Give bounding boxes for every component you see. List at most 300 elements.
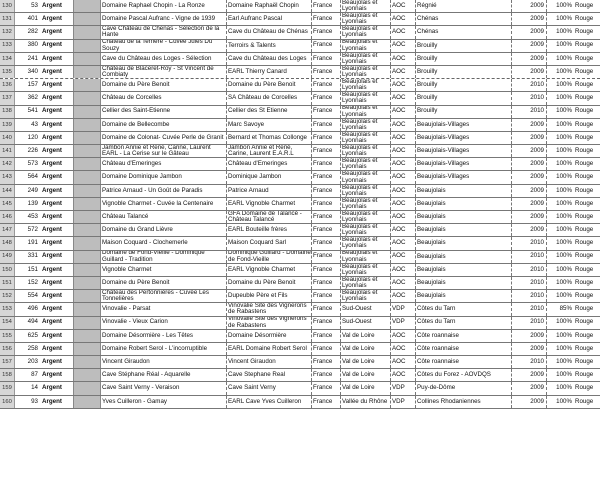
row-number[interactable]: 160 [0, 396, 15, 408]
denomination-cell[interactable]: Brouilly [416, 40, 512, 52]
country-cell[interactable]: France [312, 132, 341, 144]
percentage-cell[interactable]: 100% [556, 384, 572, 392]
denomination-cell[interactable]: Côtes du Forez - AOVDQS [416, 369, 512, 381]
vintage-cell[interactable]: 2009 [512, 145, 547, 157]
shaded-cell[interactable] [74, 0, 101, 12]
row-number[interactable]: 146 [0, 211, 15, 223]
region-cell[interactable]: Beaujolais et Lyonnais [341, 171, 391, 183]
denomination-cell[interactable]: Beaujolais [416, 237, 512, 249]
country-cell[interactable]: France [312, 171, 341, 183]
percentage-cell[interactable]: 85% [559, 305, 572, 313]
color-cell[interactable]: Rouge [575, 173, 594, 181]
appellation-type-cell[interactable]: VDP [391, 382, 416, 394]
country-cell[interactable]: France [312, 277, 341, 289]
medal-cell[interactable]: Argent [40, 224, 74, 236]
vintage-cell[interactable]: 2009 [512, 119, 547, 131]
region-cell[interactable]: Beaujolais et Lyonnais [341, 224, 391, 236]
vintage-cell[interactable]: 2009 [512, 396, 547, 408]
domaine-cell[interactable]: Domaine de Colonat- Cuvée Perle de Granit [101, 132, 227, 144]
appellation-type-cell[interactable]: AOC [391, 26, 416, 38]
entry-number-cell[interactable]: 625 [27, 331, 38, 339]
medal-cell[interactable]: Argent [40, 343, 74, 355]
denomination-cell[interactable]: Brouilly [416, 79, 512, 91]
country-cell[interactable]: France [312, 26, 341, 38]
denomination-cell[interactable]: Beaujolais [416, 251, 512, 263]
appellation-type-cell[interactable]: AOC [391, 185, 416, 197]
domaine-cell[interactable]: Vincent Giraudon [101, 356, 227, 368]
entry-number-cell[interactable]: 554 [27, 292, 38, 300]
vintage-cell[interactable]: 2009 [512, 185, 547, 197]
row-number[interactable]: 141 [0, 145, 15, 157]
row-number[interactable]: 135 [0, 66, 15, 78]
denomination-cell[interactable]: Brouilly [416, 66, 512, 78]
producer-cell[interactable]: Patrice Arnaud [227, 185, 312, 197]
medal-cell[interactable]: Argent [40, 13, 74, 25]
row-number[interactable]: 137 [0, 92, 15, 104]
producer-cell[interactable]: Vincent Giraudon [227, 356, 312, 368]
vintage-cell[interactable]: 2009 [512, 0, 547, 12]
row-number[interactable]: 148 [0, 237, 15, 249]
entry-number-cell[interactable]: 151 [27, 265, 38, 273]
producer-cell[interactable]: Domaine Raphaël Chopin [227, 0, 312, 12]
shaded-cell[interactable] [74, 92, 101, 104]
appellation-type-cell[interactable]: AOC [391, 106, 416, 118]
region-cell[interactable]: Val de Loire [341, 382, 391, 394]
vintage-cell[interactable]: 2009 [512, 66, 547, 78]
shaded-cell[interactable] [74, 382, 101, 394]
shaded-cell[interactable] [74, 396, 101, 408]
row-number[interactable]: 142 [0, 158, 15, 170]
denomination-cell[interactable]: Beaujolais-Villages [416, 132, 512, 144]
medal-cell[interactable]: Argent [40, 369, 74, 381]
denomination-cell[interactable]: Beaujolais [416, 185, 512, 197]
color-cell[interactable]: Rouge [575, 212, 594, 220]
vintage-cell[interactable]: 2009 [512, 171, 547, 183]
denomination-cell[interactable]: Côte roannaise [416, 343, 512, 355]
color-cell[interactable]: Rouge [575, 67, 594, 75]
row-number[interactable]: 155 [0, 330, 15, 342]
shaded-cell[interactable] [74, 330, 101, 342]
entry-number-cell[interactable]: 14 [31, 384, 38, 392]
color-cell[interactable]: Rouge [575, 160, 594, 168]
vintage-cell[interactable]: 2010 [512, 317, 547, 329]
domaine-cell[interactable]: Patrice Arnaud - Un Goût de Paradis [101, 185, 227, 197]
region-cell[interactable]: Beaujolais et Lyonnais [341, 0, 391, 12]
region-cell[interactable]: Val de Loire [341, 330, 391, 342]
country-cell[interactable]: France [312, 13, 341, 25]
entry-number-cell[interactable]: 191 [27, 239, 38, 247]
percentage-cell[interactable]: 100% [556, 107, 572, 115]
entry-number-cell[interactable]: 241 [27, 54, 38, 62]
color-cell[interactable]: Rouge [575, 344, 594, 352]
color-cell[interactable]: Rouge [575, 146, 594, 154]
region-cell[interactable]: Beaujolais et Lyonnais [341, 290, 391, 302]
medal-cell[interactable]: Argent [40, 132, 74, 144]
entry-number-cell[interactable]: 226 [27, 146, 38, 154]
denomination-cell[interactable]: Beaujolais-Villages [416, 119, 512, 131]
shaded-cell[interactable] [74, 211, 101, 223]
appellation-type-cell[interactable]: AOC [391, 0, 416, 12]
medal-cell[interactable]: Argent [40, 198, 74, 210]
row-number[interactable]: 158 [0, 369, 15, 381]
appellation-type-cell[interactable]: AOC [391, 171, 416, 183]
row-number[interactable]: 149 [0, 251, 15, 263]
country-cell[interactable]: France [312, 198, 341, 210]
region-cell[interactable]: Val de Loire [341, 369, 391, 381]
percentage-cell[interactable]: 100% [556, 278, 572, 286]
domaine-cell[interactable]: Domaine Raphael Chopin - La Ronze [101, 0, 227, 12]
producer-cell[interactable]: Jambon Annie et René, Carine, Laurent E.A.R.L [227, 145, 312, 157]
producer-cell[interactable]: EARL Domaine Robert Serol [227, 343, 312, 355]
region-cell[interactable]: Beaujolais et Lyonnais [341, 92, 391, 104]
row-number[interactable]: 150 [0, 264, 15, 276]
percentage-cell[interactable]: 100% [556, 226, 572, 234]
row-number[interactable]: 145 [0, 198, 15, 210]
vintage-cell[interactable]: 2010 [512, 290, 547, 302]
country-cell[interactable]: France [312, 40, 341, 52]
percentage-cell[interactable]: 100% [556, 292, 572, 300]
appellation-type-cell[interactable]: AOC [391, 224, 416, 236]
region-cell[interactable]: Beaujolais et Lyonnais [341, 26, 391, 38]
vintage-cell[interactable]: 2009 [512, 132, 547, 144]
producer-cell[interactable]: Maison Coquard Sarl [227, 237, 312, 249]
region-cell[interactable]: Beaujolais et Lyonnais [341, 66, 391, 78]
vintage-cell[interactable]: 2010 [512, 264, 547, 276]
percentage-cell[interactable]: 100% [556, 371, 572, 379]
vintage-cell[interactable]: 2010 [512, 356, 547, 368]
country-cell[interactable]: France [312, 237, 341, 249]
color-cell[interactable]: Rouge [575, 292, 594, 300]
domaine-cell[interactable]: Vinovalie - Parsat [101, 303, 227, 315]
domaine-cell[interactable]: Cave du Château des Loges - Sélection [101, 53, 227, 65]
producer-cell[interactable]: Vinovalie Site des Vignerons de Rabastens [227, 317, 312, 329]
percentage-cell[interactable]: 100% [556, 397, 572, 405]
row-number[interactable]: 156 [0, 343, 15, 355]
country-cell[interactable]: France [312, 264, 341, 276]
row-number[interactable]: 152 [0, 290, 15, 302]
vintage-cell[interactable]: 2009 [512, 40, 547, 52]
color-cell[interactable]: Rouge [575, 94, 594, 102]
percentage-cell[interactable]: 100% [556, 15, 572, 23]
shaded-cell[interactable] [74, 290, 101, 302]
shaded-cell[interactable] [74, 185, 101, 197]
domaine-cell[interactable]: Vinovalie - Vieux Carion [101, 317, 227, 329]
denomination-cell[interactable]: Chénas [416, 13, 512, 25]
denomination-cell[interactable]: Régnié [416, 0, 512, 12]
appellation-type-cell[interactable]: AOC [391, 369, 416, 381]
country-cell[interactable]: France [312, 66, 341, 78]
medal-cell[interactable]: Argent [40, 92, 74, 104]
percentage-cell[interactable]: 100% [556, 186, 572, 194]
percentage-cell[interactable]: 100% [556, 357, 572, 365]
entry-number-cell[interactable]: 53 [31, 1, 38, 9]
country-cell[interactable]: France [312, 185, 341, 197]
medal-cell[interactable]: Argent [40, 237, 74, 249]
producer-cell[interactable]: Dupeuble Père et Fils [227, 290, 312, 302]
region-cell[interactable]: Beaujolais et Lyonnais [341, 119, 391, 131]
entry-number-cell[interactable]: 564 [27, 173, 38, 181]
row-number[interactable]: 133 [0, 40, 15, 52]
shaded-cell[interactable] [74, 26, 101, 38]
appellation-type-cell[interactable]: AOC [391, 343, 416, 355]
appellation-type-cell[interactable]: AOC [391, 158, 416, 170]
shaded-cell[interactable] [74, 343, 101, 355]
country-cell[interactable]: France [312, 343, 341, 355]
entry-number-cell[interactable]: 573 [27, 160, 38, 168]
percentage-cell[interactable]: 100% [556, 133, 572, 141]
denomination-cell[interactable]: Chénas [416, 26, 512, 38]
row-number[interactable]: 130 [0, 0, 15, 12]
appellation-type-cell[interactable]: AOC [391, 145, 416, 157]
entry-number-cell[interactable]: 87 [31, 371, 38, 379]
percentage-cell[interactable]: 100% [556, 212, 572, 220]
producer-cell[interactable]: Cave Stephane Real [227, 369, 312, 381]
color-cell[interactable]: Rouge [575, 107, 594, 115]
medal-cell[interactable]: Argent [40, 158, 74, 170]
shaded-cell[interactable] [74, 171, 101, 183]
domaine-cell[interactable]: Château Talancé [101, 211, 227, 223]
domaine-cell[interactable]: Domaine du Père Benoit [101, 79, 227, 91]
color-cell[interactable]: Rouge [575, 252, 594, 260]
entry-number-cell[interactable]: 249 [27, 186, 38, 194]
denomination-cell[interactable]: Brouilly [416, 92, 512, 104]
region-cell[interactable]: Beaujolais et Lyonnais [341, 185, 391, 197]
color-cell[interactable]: Rouge [575, 278, 594, 286]
shaded-cell[interactable] [74, 251, 101, 263]
denomination-cell[interactable]: Puy-de-Dôme [416, 382, 512, 394]
country-cell[interactable]: France [312, 303, 341, 315]
country-cell[interactable]: France [312, 382, 341, 394]
row-number[interactable]: 138 [0, 106, 15, 118]
row-number[interactable]: 134 [0, 53, 15, 65]
row-number[interactable]: 139 [0, 119, 15, 131]
region-cell[interactable]: Beaujolais et Lyonnais [341, 40, 391, 52]
percentage-cell[interactable]: 100% [556, 81, 572, 89]
domaine-cell[interactable]: Jambon Annie et Rene, Carine, Laurent EARL - La Cerise sur le Gâteau [101, 145, 227, 157]
shaded-cell[interactable] [74, 369, 101, 381]
entry-number-cell[interactable]: 120 [27, 133, 38, 141]
percentage-cell[interactable]: 100% [556, 239, 572, 247]
medal-cell[interactable]: Argent [40, 26, 74, 38]
appellation-type-cell[interactable]: AOC [391, 132, 416, 144]
producer-cell[interactable]: Domaine du Père Benoit [227, 277, 312, 289]
percentage-cell[interactable]: 100% [556, 120, 572, 128]
row-number[interactable]: 147 [0, 224, 15, 236]
color-cell[interactable]: Rouge [575, 41, 594, 49]
medal-cell[interactable]: Argent [40, 382, 74, 394]
entry-number-cell[interactable]: 572 [27, 226, 38, 234]
vintage-cell[interactable]: 2009 [512, 211, 547, 223]
color-cell[interactable]: Rouge [575, 120, 594, 128]
row-number[interactable]: 159 [0, 382, 15, 394]
country-cell[interactable]: France [312, 53, 341, 65]
medal-cell[interactable]: Argent [40, 119, 74, 131]
denomination-cell[interactable]: Beaujolais [416, 224, 512, 236]
region-cell[interactable]: Vallée du Rhône [341, 396, 391, 408]
row-number[interactable]: 131 [0, 13, 15, 25]
vintage-cell[interactable]: 2010 [512, 92, 547, 104]
shaded-cell[interactable] [74, 237, 101, 249]
country-cell[interactable]: France [312, 356, 341, 368]
color-cell[interactable]: Rouge [575, 226, 594, 234]
appellation-type-cell[interactable]: AOC [391, 237, 416, 249]
denomination-cell[interactable]: Brouilly [416, 53, 512, 65]
color-cell[interactable]: Rouge [575, 357, 594, 365]
country-cell[interactable]: France [312, 317, 341, 329]
vintage-cell[interactable]: 2010 [512, 303, 547, 315]
denomination-cell[interactable]: Côte roannaise [416, 330, 512, 342]
region-cell[interactable]: Beaujolais et Lyonnais [341, 158, 391, 170]
color-cell[interactable]: Rouge [575, 384, 594, 392]
color-cell[interactable]: Rouge [575, 397, 594, 405]
medal-cell[interactable]: Argent [40, 277, 74, 289]
medal-cell[interactable]: Argent [40, 53, 74, 65]
domaine-cell[interactable]: Château de Blaceret-Roy - St Vincent de Combiaty [101, 66, 227, 78]
percentage-cell[interactable]: 100% [556, 318, 572, 326]
vintage-cell[interactable]: 2009 [512, 198, 547, 210]
entry-number-cell[interactable]: 340 [27, 67, 38, 75]
country-cell[interactable]: France [312, 0, 341, 12]
country-cell[interactable]: France [312, 251, 341, 263]
producer-cell[interactable]: Cave Saint Verny [227, 382, 312, 394]
medal-cell[interactable]: Argent [40, 106, 74, 118]
country-cell[interactable]: France [312, 290, 341, 302]
entry-number-cell[interactable]: 93 [31, 397, 38, 405]
country-cell[interactable]: France [312, 119, 341, 131]
entry-number-cell[interactable]: 453 [27, 212, 38, 220]
shaded-cell[interactable] [74, 13, 101, 25]
producer-cell[interactable]: EARL Cave Yves Cuilleron [227, 396, 312, 408]
domaine-cell[interactable]: Cave Saint Verny - Veraison [101, 382, 227, 394]
country-cell[interactable]: France [312, 224, 341, 236]
shaded-cell[interactable] [74, 303, 101, 315]
vintage-cell[interactable]: 2009 [512, 224, 547, 236]
domaine-cell[interactable]: Vignoble Charmet [101, 264, 227, 276]
percentage-cell[interactable]: 100% [556, 94, 572, 102]
region-cell[interactable]: Sud-Ouest [341, 303, 391, 315]
denomination-cell[interactable]: Brouilly [416, 106, 512, 118]
color-cell[interactable]: Rouge [575, 81, 594, 89]
shaded-cell[interactable] [74, 198, 101, 210]
color-cell[interactable]: Rouge [575, 305, 594, 313]
producer-cell[interactable]: Château d'Emeringes [227, 158, 312, 170]
entry-number-cell[interactable]: 380 [27, 41, 38, 49]
denomination-cell[interactable]: Beaujolais [416, 264, 512, 276]
medal-cell[interactable]: Argent [40, 171, 74, 183]
shaded-cell[interactable] [74, 158, 101, 170]
producer-cell[interactable]: Domaine du Père Benoit [227, 79, 312, 91]
region-cell[interactable]: Val de Loire [341, 356, 391, 368]
producer-cell[interactable]: Domaine Désormière [227, 330, 312, 342]
appellation-type-cell[interactable]: AOC [391, 92, 416, 104]
producer-cell[interactable]: SA Château de Corcelles [227, 92, 312, 104]
medal-cell[interactable]: Argent [40, 0, 74, 12]
domaine-cell[interactable]: Château de la Terrière - Cuvée Jules Du Souzy [101, 40, 227, 52]
percentage-cell[interactable]: 100% [556, 173, 572, 181]
entry-number-cell[interactable]: 331 [27, 252, 38, 260]
appellation-type-cell[interactable]: AOC [391, 119, 416, 131]
vintage-cell[interactable]: 2010 [512, 251, 547, 263]
denomination-cell[interactable]: Côtes du Tarn [416, 317, 512, 329]
producer-cell[interactable]: Cellier des St Etienne [227, 106, 312, 118]
producer-cell[interactable]: Earl Aufranc Pascal [227, 13, 312, 25]
color-cell[interactable]: Rouge [575, 54, 594, 62]
row-number[interactable]: 136 [0, 79, 15, 91]
region-cell[interactable]: Beaujolais et Lyonnais [341, 264, 391, 276]
producer-cell[interactable]: Cave du Château des Loges [227, 53, 312, 65]
row-number[interactable]: 140 [0, 132, 15, 144]
percentage-cell[interactable]: 100% [556, 67, 572, 75]
appellation-type-cell[interactable]: VDP [391, 396, 416, 408]
row-number[interactable]: 143 [0, 171, 15, 183]
medal-cell[interactable]: Argent [40, 79, 74, 91]
domaine-cell[interactable]: Maison Coquard - Clochemerle [101, 237, 227, 249]
percentage-cell[interactable]: 100% [556, 160, 572, 168]
medal-cell[interactable]: Argent [40, 211, 74, 223]
region-cell[interactable]: Beaujolais et Lyonnais [341, 53, 391, 65]
entry-number-cell[interactable]: 139 [27, 199, 38, 207]
country-cell[interactable]: France [312, 396, 341, 408]
denomination-cell[interactable]: Côte roannaise [416, 356, 512, 368]
shaded-cell[interactable] [74, 356, 101, 368]
appellation-type-cell[interactable]: AOC [391, 66, 416, 78]
color-cell[interactable]: Rouge [575, 199, 594, 207]
region-cell[interactable]: Beaujolais et Lyonnais [341, 13, 391, 25]
shaded-cell[interactable] [74, 106, 101, 118]
medal-cell[interactable]: Argent [40, 356, 74, 368]
domaine-cell[interactable]: Château d'Emeringes [101, 158, 227, 170]
domaine-cell[interactable]: Cave Stéphane Réal - Aquarelle [101, 369, 227, 381]
producer-cell[interactable]: Vinovalie Site des Vignerons de Rabastens [227, 303, 312, 315]
appellation-type-cell[interactable]: AOC [391, 53, 416, 65]
country-cell[interactable]: France [312, 145, 341, 157]
region-cell[interactable]: Beaujolais et Lyonnais [341, 237, 391, 249]
medal-cell[interactable]: Argent [40, 251, 74, 263]
appellation-type-cell[interactable]: AOC [391, 79, 416, 91]
shaded-cell[interactable] [74, 145, 101, 157]
medal-cell[interactable]: Argent [40, 66, 74, 78]
domaine-cell[interactable]: Château de Corcelles [101, 92, 227, 104]
shaded-cell[interactable] [74, 224, 101, 236]
color-cell[interactable]: Rouge [575, 318, 594, 326]
producer-cell[interactable]: Bernard et Thomas Collonge [227, 132, 312, 144]
medal-cell[interactable]: Argent [40, 290, 74, 302]
domaine-cell[interactable]: Domaine Pascal Aufranc - Vigne de 1939 [101, 13, 227, 25]
appellation-type-cell[interactable]: AOC [391, 40, 416, 52]
appellation-type-cell[interactable]: AOC [391, 330, 416, 342]
denomination-cell[interactable]: Côtes du Tarn [416, 303, 512, 315]
vintage-cell[interactable]: 2009 [512, 13, 547, 25]
vintage-cell[interactable]: 2009 [512, 382, 547, 394]
color-cell[interactable]: Rouge [575, 1, 594, 9]
producer-cell[interactable]: EARL Bouteille frères [227, 224, 312, 236]
entry-number-cell[interactable]: 362 [27, 94, 38, 102]
row-number[interactable]: 154 [0, 317, 15, 329]
appellation-type-cell[interactable]: AOC [391, 290, 416, 302]
color-cell[interactable]: Rouge [575, 186, 594, 194]
appellation-type-cell[interactable]: AOC [391, 211, 416, 223]
entry-number-cell[interactable]: 152 [27, 278, 38, 286]
vintage-cell[interactable]: 2009 [512, 53, 547, 65]
shaded-cell[interactable] [74, 317, 101, 329]
domaine-cell[interactable]: Domaine Dominique Jambon [101, 171, 227, 183]
producer-cell[interactable]: GFA Domaine de Talancé - Château Talancé [227, 211, 312, 223]
domaine-cell[interactable]: Cellier des Saint-Etienne [101, 106, 227, 118]
shaded-cell[interactable] [74, 277, 101, 289]
producer-cell[interactable]: Terroirs & Talents [227, 40, 312, 52]
appellation-type-cell[interactable]: AOC [391, 356, 416, 368]
entry-number-cell[interactable]: 203 [27, 357, 38, 365]
